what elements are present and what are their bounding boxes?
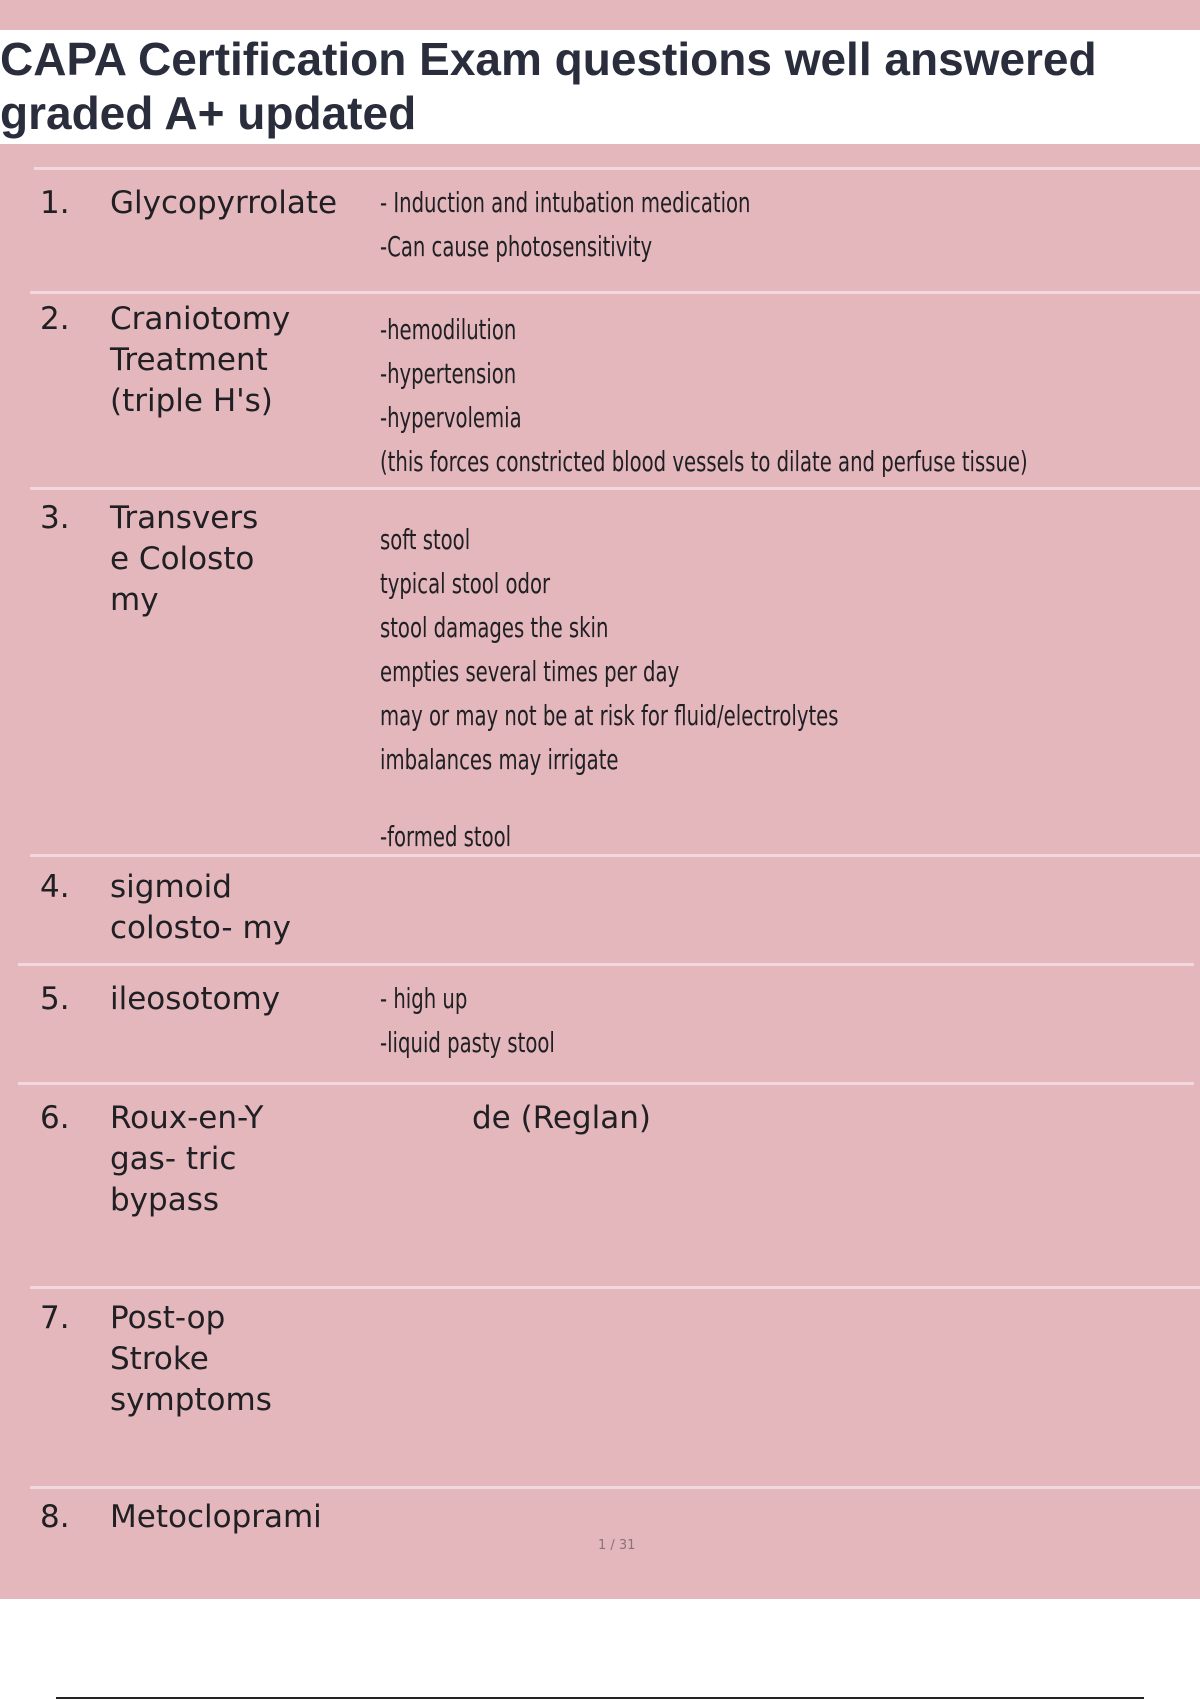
page-indicator: 1 / 31 [598, 1538, 636, 1553]
row-divider [30, 487, 1200, 490]
row-divider [18, 963, 1194, 966]
row-divider [18, 1082, 1194, 1085]
item-term: Post-op Stroke symptoms [110, 1300, 272, 1418]
row-divider [30, 1486, 1200, 1489]
top-banner [0, 0, 1200, 30]
description-line: typical stool odor [380, 567, 551, 600]
item-term: Glycopyrrolate [110, 185, 338, 221]
item-number: 7. [40, 1300, 70, 1336]
item-term: Roux-en-Y gas- tric bypass [110, 1100, 264, 1218]
document-title: CAPA Certification Exam questions well answered graded A+ updated [0, 33, 1097, 139]
description-line: -formed stool [380, 820, 512, 853]
description-line: -hypertension [380, 357, 517, 390]
item-number: 8. [40, 1499, 70, 1535]
overflow-text: de (Reglan) [472, 1100, 651, 1136]
item-number: 5. [40, 981, 70, 1017]
item-term: Metocloprami [110, 1499, 322, 1535]
item-number: 2. [40, 301, 70, 337]
item-number: 4. [40, 869, 70, 905]
item-number: 6. [40, 1100, 70, 1136]
item-number: 1. [40, 185, 70, 221]
description-line: -hemodilution [380, 313, 517, 346]
footer-rule [56, 1697, 1144, 1699]
description-line: - high up [380, 982, 468, 1015]
item-term: Craniotomy Treatment (triple H's) [110, 301, 291, 419]
description-line: (this forces constricted blood vessels to dilate and perfuse tissue) [380, 445, 1028, 478]
item-description [380, 977, 555, 1065]
description-line: - Induction and intubation medication [380, 186, 751, 219]
row-divider [34, 167, 1200, 170]
item-term: ileosotomy [110, 981, 281, 1017]
item-description [380, 518, 839, 859]
description-line: may or may not be at risk for fluid/electrolytes [380, 699, 839, 732]
description-line: soft stool [380, 523, 471, 556]
description-line: stool damages the skin [380, 611, 609, 644]
description-gap [380, 782, 839, 815]
description-line: -hypervolemia [380, 401, 522, 434]
item-term: Transvers e Colosto my [110, 500, 259, 618]
description-line: empties several times per day [380, 655, 680, 688]
item-description [380, 308, 1028, 484]
row-divider [30, 1286, 1200, 1289]
description-line: -liquid pasty stool [380, 1026, 555, 1059]
item-number: 3. [40, 500, 70, 536]
item-description [380, 181, 751, 269]
description-line: imbalances may irrigate [380, 743, 619, 776]
row-divider [30, 291, 1200, 294]
item-term: sigmoid colosto- my [110, 869, 292, 946]
description-line: -Can cause photosensitivity [380, 230, 653, 263]
